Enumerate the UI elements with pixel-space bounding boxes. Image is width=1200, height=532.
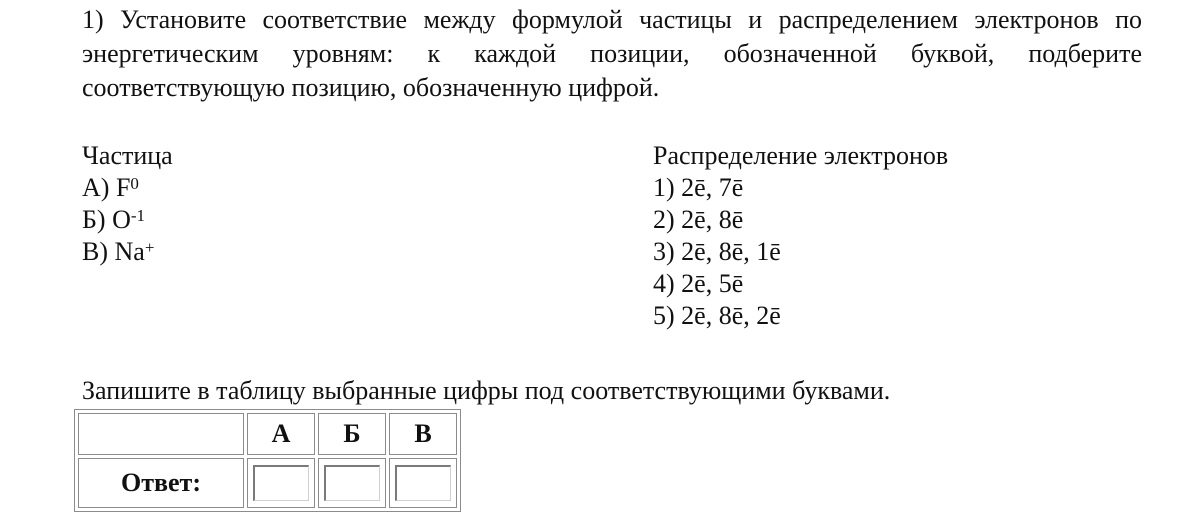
particle-formula: Na (114, 237, 145, 266)
letter-a-header: А (247, 413, 315, 455)
distribution-item: 5) 2ē, 8ē, 2ē (653, 301, 781, 330)
distributions-column (653, 140, 948, 332)
particle-charge: -1 (130, 206, 146, 225)
particle-charge: 0 (130, 174, 139, 193)
distributions-header: Распределение электронов (653, 141, 949, 170)
distribution-item: 4) 2ē, 5ē (653, 269, 744, 298)
distribution-item: 3) 2ē, 8ē, 1ē (653, 237, 781, 266)
answer-input-b[interactable] (324, 465, 380, 501)
answer-table-input-row (78, 458, 457, 508)
particle-prefix: В) (82, 237, 115, 266)
answer-table (74, 409, 461, 512)
letter-v-header: В (389, 413, 457, 455)
answer-cell-b (318, 458, 386, 508)
answer-label: Ответ: (78, 458, 244, 508)
distribution-item: 2) 2ē, 8ē (653, 205, 744, 234)
task-text: 1) Установите соответствие между формулой частицы и распределением электронов по энергетическим уровням: к каждой позиции, обозначенной буквой, подберите соответствующую позицию, обозначенную цифрой. (82, 5, 1142, 102)
letter-b-header: Б (318, 413, 386, 455)
particle-prefix: А) (82, 173, 116, 202)
answer-input-v[interactable] (395, 465, 451, 501)
answer-input-a[interactable] (253, 465, 309, 501)
answer-cell-a (247, 458, 315, 508)
answer-table-header-row (78, 413, 457, 455)
particle-formula: F (115, 173, 131, 202)
particle-prefix: Б) (82, 205, 113, 234)
particle-formula: O (112, 205, 131, 234)
particle-charge: + (144, 238, 155, 257)
particles-header: Частица (82, 141, 173, 170)
particle-item-v (82, 236, 173, 268)
answer-cell-v (389, 458, 457, 508)
particle-item-a (82, 172, 173, 204)
instruction-text: Запишите в таблицу выбранные цифры под соответствующими буквами. (82, 376, 891, 405)
particles-column (82, 140, 173, 268)
empty-header-cell (78, 413, 244, 455)
particle-item-b (82, 204, 173, 236)
distribution-item: 1) 2ē, 7ē (653, 173, 744, 202)
